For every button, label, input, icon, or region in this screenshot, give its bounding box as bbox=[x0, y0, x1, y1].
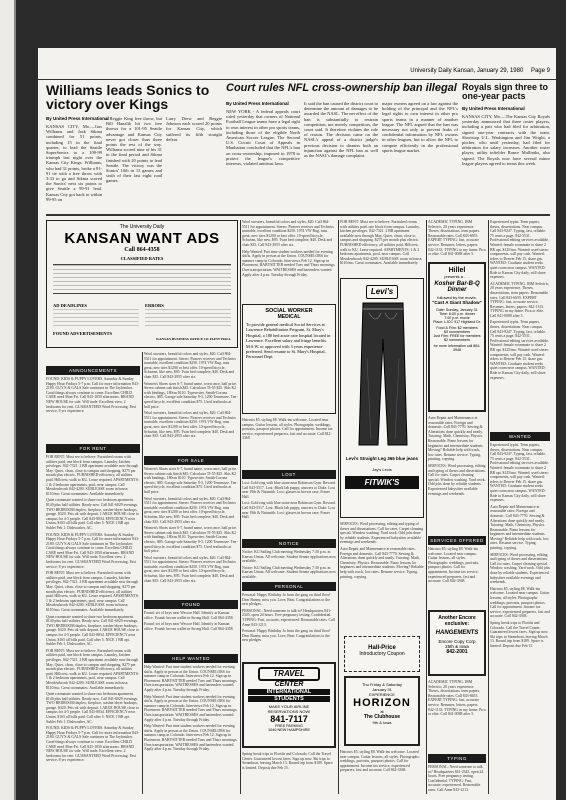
lost-found-title: FOUND ADVERTISEMENTS bbox=[53, 331, 112, 336]
travel-logo: TRAVEL bbox=[258, 667, 320, 681]
sonics-col3: Larry Drew and Reggie Johnson each scored 20 points for Kansas City, which suffered its fifth straight defeat. bbox=[166, 116, 222, 142]
jeans-illustration bbox=[341, 299, 424, 449]
encore-line2: exclusive: bbox=[444, 621, 470, 627]
horizon-line2: January 31 bbox=[372, 687, 392, 692]
errors-title: ERRORS bbox=[145, 303, 164, 308]
classified-text-h-top: Wool sweaters, beautiful colors and styles, $20. Call 864-5511 for appointment. Stereo: Pioneer receiver and Technics turntable, excellent condition $250. 1974 VW Bug, runs great, new tires $1200 or best offer. 10-speed bicycle, Schwinn, like new, $95. Twin bed complete, $40. Desk and chair $35. Call 843-2955 after six. Help Wanted: Part time student workers needed for evening shifts. Apply in person at the Union. COUNSELORS for summer camp in Colorado. Interviews Feb 12. Sign up in Placement. BABYSITTER needed Tues and Thurs mornings. Own transportation. WAITRESSES and bartenders wanted. Apply after 4 p.m. Tuesday through Friday. bbox=[242, 220, 336, 277]
encore-logo: HANGEMENTS bbox=[435, 630, 479, 636]
royals-text: KANSAS CITY, Mo.—The Kansas City Royals yesterday announced that three roster players, including a pair who had filed for arbitration, signed one-year contracts with the team. Shortstop U.L. Washington and Jim Wright, a pitcher, who until yesterday, had filed for arbitration for salary increases. Another roster player, utility infielder Rance Mulliniks, also signed. The Royals now have several minor league players agreed to terms this week. bbox=[462, 114, 550, 166]
social-worker-ad bbox=[242, 304, 336, 414]
horizon-address: 9th & Iowa bbox=[372, 720, 392, 725]
travel-students: STUDENTS bbox=[248, 696, 330, 702]
page-header bbox=[38, 68, 556, 80]
classified-text-i-top: Haircuts $5, styling $8. Walk-ins welcome. Located near campus. Guitar lessons, all styles. Photographs: weddings, portraits, passport photos. Call for appointment. Income tax service, experienced preparers, fast and accurate. Call 842-3368. bbox=[242, 418, 333, 441]
header-text: University Daily Kansan, January 29, 1980 bbox=[410, 68, 524, 74]
hillel-time2: 7:00 p.m. movie bbox=[444, 316, 470, 320]
social-worker-title: SOCIAL WORKER bbox=[265, 308, 313, 314]
travel-international: INTERNATIONAL bbox=[248, 689, 330, 695]
classified-text-p: Spring break trips to Florida and Colorado. Call the Travel Center. Guaranteed lowest fares. Sign up now. Ski trips to Steamboat, leaving March 13. Round trip from $189. Space is limited. Deposit due Feb 15. bbox=[242, 752, 333, 770]
classified-text-a: FOUND: KIDS & PUPPY LOVERS. Saturday & Sunday Happy Hour Fridays 5-7 p.m. Call for more information 843-2180. GUY'S & GALS Sale continues in The Jayhawker. Good things always continue to come. Excellent CHILD CARE need Mon-Fri. Call 843-1050 afternoons. BRAND NEW HOUSE for sale. Will trade. Excellent view. 2 bedrooms for rent. GUARANTEED Word Processing. Fast service, 8 yrs experience. bbox=[46, 377, 140, 414]
encore-address: 25th & Iowa bbox=[445, 644, 469, 649]
travel-parking: FREE PARKING bbox=[275, 724, 303, 728]
classified-text-top4: FOR RENT: Must see to believe. Furnished rooms with utilities paid, one block from campus. Laundry, kitchen privileges. 842-7321. 2 BR apartment available now through May. Quiet, clean, close to campus and shopping. $275 per month plus electric. FURNISHED efficiency, all utilities paid. Hillcrest, walk to KU. Lease required. APARTMENTS: 1 & 2 bedroom apartments, pool, near campus. Call Meadowbrook 842-4200. SUBLEASE room in house, $110/mo. Great roommates. Available immediately. bbox=[340, 220, 423, 266]
sonics-col1: KANSAS CITY, Mo.—Gus Williams and Jack Sikma combined for 51 points, including 15 in the final quarter, to lead the Seattle SuperSonics to a 109-99 triumph last night over the Kansas City Kings. Williams, who had 31 points, broke a 91-91 tie with a free throw with 3:33 to go and Sikma scored the Sonics' next six points to give Seattle a 99-91 lead. Kansas City got back to within 99-95 on bbox=[46, 124, 102, 202]
section-found: FOUND bbox=[144, 600, 238, 609]
section-announcements: ANNOUNCEMENTS bbox=[46, 366, 140, 375]
travel-phone: 841-7117 bbox=[270, 714, 308, 724]
travel-line2: RESERVATIONS NOW! bbox=[267, 709, 311, 714]
encore-name: Encore Copy Corp bbox=[438, 639, 476, 644]
classified-text-encore-below: ACADEMIC TYPING. IBM Selectric, 20 years experience. Theses, dissertations, term papers. Reasonable rates. Call 843-6655. EXPERT TYPING: fast, accurate service. Resumes, letters, papers. 842-1133. TYPING in my home. Pica or elite. Call 841-0088 after 5. bbox=[428, 680, 486, 717]
headline-sonics: Williams leads Sonics to victory over Kings bbox=[46, 82, 210, 113]
horizon-ad bbox=[344, 676, 420, 746]
classified-text-services: Haircuts $5, styling $8. Walk-ins welcome. Located near campus. Guitar lessons, all styles. Photographs: weddings, portraits, passport photos. Call for appointment. Income tax service, experienced preparers, fast and accurate. Call 842-3368. bbox=[428, 547, 480, 584]
horizon-line3: EXPERIENCE bbox=[369, 692, 395, 697]
classified-text-e: Women's Shoes sizes 6-7, brand name, worn once, half price. Stereo cabinet oak finish $45. Calculator TI-55 $25. Skis K2 with bindings, 180cm $110. Typewriter, Smith-Corona electric, $85. Garage sale Saturday 9-3, 1200 Tennessee. Ten-speed bicycle, excellent condition $75. Used textbooks at half price. Wool sweaters, beautiful colors and styles, $20. Call 864-5511 for appointment. Stereo: Pioneer receiver and Technics turntable, excellent condition $250. 1974 VW Bug, runs great, new tires $1200 or best offer. 10-speed bicycle, Schwinn, like new, $95. Twin bed complete, $40. Desk and chair $35. Call 843-2955 after six. Women's Shoes sizes 6-7, brand name, worn once, half price. Stereo cabinet oak finish $45. Calculator TI-55 $25. Skis K2 with bindings, 180cm $110. Typewriter, Smith-Corona electric, $85. Garage sale Saturday 9-3, 1200 Tennessee. Ten-speed bicycle, excellent condition $75. Used textbooks at half price. Wool sweaters, beautiful colors and styles, $20. Call 864-5511 for appointment. Stereo: Pioneer receiver and Technics turntable, excellent condition $250. 1974 VW Bug, runs great, new tires $1200 or best offer. 10-speed bicycle, Schwinn, like new, $95. Twin bed complete, $40. Desk and chair $35. Call 843-2955 after six. bbox=[144, 467, 238, 583]
classified-text-o: SERVICES: Word processing, editing and typing of theses and dissertations. Call for rates. Carpet cleaning special. Window washing. Yard work. Odd jobs done by reliable students. Experienced babysitter available evenings and weekends. Auto Repair and Maintenance at reasonable rates. Foreign and domestic. Call 843-7770. Sewing & Alterations done quickly and neatly. Tutoring: Math, Chemistry, Physics. Reasonable. Piano lessons for beginners and intermediate students. Moving? Reliable help with truck, low rates. Resume service. Typing, printing, copying. bbox=[340, 522, 424, 579]
hall-price-coupon bbox=[344, 636, 420, 672]
social-worker-body: To provide general medical Social Services at Lawrence Rehabilitation Program, St. Mary's Hospital, a 180 bed acute care hospital located in Lawrence. Excellent salary and fringe benefits. M.S.W. or approved with 3 years experience preferred. Send resume to St. Mary's Hospital, Personnel Dept. bbox=[246, 322, 331, 360]
section-services: SERVICES OFFERED bbox=[428, 536, 486, 545]
travel-center-word: CENTER bbox=[274, 681, 304, 688]
byline-royals: By United Press International bbox=[462, 106, 525, 111]
divider-rule bbox=[46, 214, 550, 216]
hillel-line1: followed by the movie, bbox=[437, 295, 477, 300]
column-rule bbox=[240, 220, 241, 794]
column-rule bbox=[426, 220, 427, 794]
sonics-col2: a Reggie King free throw, but Bill Hanzlik hit two free throws for a 101-95 Seattle advantage and Kansas City never got closer than three points the rest of the way. Williams scored nine of his 31 in the final period and Sikma finished with 20 points to lead Seattle. The victory was the Sonics' 10th in 13 games and sixth of their last eight road games. bbox=[106, 116, 162, 184]
classified-text-f: Found: set of keys near Wescoe Hall. Identify at Kansan office. Found: brown wallet in Strong Hall. Call 864-4358. Found: set of keys near Wescoe Hall. Identify at Kansan office. Found: brown wallet in Strong Hall. Call 864-4358. bbox=[144, 611, 234, 631]
rates-table bbox=[53, 264, 231, 294]
classified-text-top5: ACADEMIC TYPING. IBM Selectric, 20 years experience. Theses, dissertations, term papers. Reasonable rates. Call 843-6655. EXPERT TYPING: fast, accurate service. Resumes, letters, papers. 842-1133. TYPING in my home. Pica or elite. Call 841-0088 after 5. bbox=[428, 220, 486, 257]
levis-store: Jay's Levis bbox=[372, 467, 392, 472]
courts-col2: It said the ban caused the district court to determine the amount of damages to be awarded the NASL. The net effect of the ban is substantially to restrain competition, not merely competitors, the court said. It therefore violates the rule of reason. The decision came on the NASL's appeal of a district judge's previous decision to dismiss both an injunction against the NFL ban as well as the NASL's damage complaint. bbox=[304, 101, 378, 159]
travel-address: 1046 NEW HAMPSHIRE bbox=[268, 728, 310, 732]
want-ads-address: KANSAN BUSINESS OFFICE 111 FLINT HALL bbox=[156, 337, 231, 341]
levis-logo: Levi's bbox=[366, 285, 398, 299]
headline-courts: Court rules NFL cross-ownership ban illegal bbox=[226, 82, 457, 94]
section-for-sale: FOR SALE bbox=[144, 456, 238, 465]
classified-text-typing: PERSONAL: Need someone to talk to? Headquarters 841-2345, open 24 hours. Free pregnancy testing. Confidential. TYPING: Fast, accurate, experienced. Reasonable rates. Call Anne 843-1213. bbox=[428, 765, 484, 792]
classified-text-l: Experienced typist. Term papers, theses, dissertations. Near campus. Call 843-9247. Typing, fast, reliable. 75 cents a page. 842-5531. Professional editing services available. Wanted: female roommate to share 2 BR apt. $125/mo. Wanted: used stereo components, will pay cash. Wanted: riders to Denver Feb 15, share gas. WANTED: Graduate student seeks quiet room near campus. WANTED: Ride to Kansas City daily, will share expenses. ACADEMIC TYPING. IBM Selectric, 20 years experience. Theses, dissertations, term papers. Reasonable rates. Call 843-6655. EXPERT TYPING: fast, accurate service. Resumes, letters, papers. 842-1133. TYPING in my home. Pica or elite. Call 841-0088 after 5. Experienced typist. Term papers, theses, dissertations. Near campus. Call 843-9247. Typing, fast, reliable. 75 cents a page. 842-5531. Professional editing services available. Wanted: female roommate to share 2 BR apt. $125/mo. Wanted: used stereo components, will pay cash. Wanted: riders to Denver Feb 15, share gas. WANTED: Graduate student seeks quiet room near campus. WANTED: Ride to Kansas City daily, will share expenses. bbox=[490, 220, 550, 380]
section-lost: LOST bbox=[242, 470, 336, 479]
encore-phone: 842-2001 bbox=[446, 649, 468, 655]
social-worker-sub: MEDICAL bbox=[277, 314, 301, 320]
hall-price-title: Hall-Price bbox=[368, 645, 396, 651]
hillel-presents: presents a . . . bbox=[444, 274, 470, 279]
horizon-line1: Thu Friday & Saturday bbox=[361, 682, 403, 687]
hillel-food2: $3 nonmembers bbox=[444, 330, 470, 334]
horizon-at: at bbox=[380, 709, 384, 714]
travel-center-ad bbox=[242, 662, 336, 748]
encore-ad bbox=[428, 610, 486, 676]
classified-text-g: Help Wanted: Part time student workers needed for evening shifts. Apply in person at the Union. COUNSELORS for summer camp in Colorado. Interviews Feb 12. Sign up in Placement. BABYSITTER needed Tues and Thurs mornings. Own transportation. WAITRESSES and bartenders wanted. Apply after 4 p.m. Tuesday through Friday. Help Wanted: Part time student workers needed for evening shifts. Apply in person at the Union. COUNSELORS for summer camp in Colorado. Interviews Feb 12. Sign up in Placement. BABYSITTER needed Tues and Thurs mornings. Own transportation. WAITRESSES and bartenders wanted. Apply after 4 p.m. Tuesday through Friday. Help Wanted: Part time student workers needed for evening shifts. Apply in person at the Union. COUNSELORS for summer camp in Colorado. Interviews Feb 12. Sign up in Placement. BABYSITTER needed Tues and Thurs mornings. Own transportation. WAITRESSES and bartenders wanted. Apply after 4 p.m. Tuesday through Friday. bbox=[144, 665, 238, 752]
section-notice: NOTICE bbox=[242, 539, 336, 548]
classified-text-h: Lost: Gold ring with blue stone near Robinson Gym. Reward. Call 843-5517. Lost: Black lab puppy, answers to Duke. Lost near 19th & Naismith. Lost: glasses in brown case, Fraser Hall. Lost: Gold ring with blue stone near Robinson Gym. Reward. Call 843-5517. Lost: Black lab puppy, answers to Duke. Lost near 19th & Naismith. Lost: glasses in brown case, Fraser Hall. bbox=[242, 481, 336, 520]
hillel-event: Kosher Bar-B-Q Dinner bbox=[434, 281, 480, 293]
hillel-film1: Just Film: FREE for members bbox=[433, 334, 481, 338]
section-help-wanted: HELP WANTED bbox=[144, 654, 238, 663]
deadlines-title: AD DEADLINES bbox=[53, 303, 87, 308]
deadlines-lines bbox=[53, 309, 139, 329]
levis-caption: Levi's Straight Leg 365 blue jeans bbox=[345, 456, 419, 461]
fitwiks-logo: FITWIK'S bbox=[345, 476, 419, 489]
errors-lines bbox=[145, 309, 231, 329]
column-rule bbox=[142, 352, 143, 794]
hillel-name: Hillel bbox=[448, 267, 466, 274]
courts-col1: NEW YORK - A federal appeals court ruled yesterday that owners of National Football League teams have a legal right to own interest in other pro sports teams, including those of the eligible North American Soccer League. The Second U.S. Circuit Court of Appeals in Manhattan concluded that the NFL's ban on cross-ownership, imposed in 1978 to protect the league's competitive interests, violated antitrust laws. bbox=[226, 109, 300, 167]
section-personal: PERSONAL bbox=[242, 582, 336, 591]
binder-spine bbox=[0, 0, 16, 800]
classified-text-i: Notice: KU Sailing Club meeting Wednesday 7:30 p.m. in Kansas Union. All welcome. Student Senate applications now available. Notice: KU Sailing Club meeting Wednesday 7:30 p.m. in Kansas Union. All welcome. Student Senate applications now available. bbox=[242, 550, 336, 579]
encore-line1: Another Encore bbox=[438, 615, 476, 621]
section-for-rent: FOR RENT bbox=[46, 444, 140, 453]
want-ads-phone: Call 864-4358 bbox=[124, 247, 160, 253]
column-rule bbox=[488, 220, 489, 794]
want-ads-title: KANSAN WANT ADS bbox=[64, 230, 220, 247]
classified-text-j: Personal: Happy Birthday Jo from the gang on third floor! Dear Bunny, miss you. Love, Bear. Congratulations to the new pledges. PERSONAL: Need someone to talk to? Headquarters 841-2345, open 24 hours. Free pregnancy testing. Confidential. TYPING: Fast, accurate, experienced. Reasonable rates. Call Anne 843-1213. Personal: Happy Birthday Jo from the gang on third floor! Dear Bunny, miss you. Love, Bear. Congratulations to the new pledges. bbox=[242, 593, 335, 643]
hillel-food1: Food & Film: $2 members bbox=[436, 326, 478, 330]
rates-title: CLASSIFIED RATES bbox=[120, 256, 164, 261]
section-wanted: WANTED bbox=[490, 432, 550, 441]
newspaper-page bbox=[38, 48, 556, 800]
horizon-name: HORIZON bbox=[353, 697, 411, 709]
want-ads-small: The University Daily bbox=[119, 224, 165, 230]
courts-col3: major owners agreed on a law against the holding of the principal and the NFL's legal rights to own interest in other pro sports teams in a manner of another league. The NFL argued that the ban was necessary not only to prevent leaks of confidential information by NFL owners in other leagues, but to allow the NFL to compete efficiently in the professional sports league market. bbox=[382, 101, 458, 153]
section-typing: TYPING bbox=[428, 754, 486, 763]
byline-sonics: By United Press International bbox=[46, 116, 109, 121]
travel-line1: MAKE YOUR AIRLINE bbox=[268, 704, 310, 709]
headline-royals: Royals sign three to one-year pacts bbox=[462, 82, 549, 102]
hillel-place: Place: LJCC 917 Highland Dr. bbox=[433, 320, 481, 324]
horizon-place: The Clubhouse bbox=[363, 714, 401, 720]
classified-text-d: Wool sweaters, beautiful colors and styles, $20. Call 864-5511 for appointment. Stereo: Pioneer receiver and Technics turntable, excellent condition $250. 1974 VW Bug, runs great, new tires $1200 or best offer. 10-speed bicycle, Schwinn, like new, $95. Twin bed complete, $40. Desk and chair $35. Call 843-2955 after six. Women's Shoes sizes 6-7, brand name, worn once, half price. Stereo cabinet oak finish $45. Calculator TI-55 $25. Skis K2 with bindings, 180cm $110. Typewriter, Smith-Corona electric, $85. Garage sale Saturday 9-3, 1200 Tennessee. Ten-speed bicycle, excellent condition $75. Used textbooks at half price. Wool sweaters, beautiful colors and styles, $20. Call 864-5511 for appointment. Stereo: Pioneer receiver and Technics turntable, excellent condition $250. 1974 VW Bug, runs great, new tires $1200 or best offer. 10-speed bicycle, Schwinn, like new, $95. Twin bed complete, $40. Desk and chair $35. Call 843-2955 after six. bbox=[144, 352, 238, 439]
levis-ad bbox=[340, 278, 424, 518]
hillel-time1: Time: 6:00 p.m. dinner bbox=[439, 312, 475, 316]
hillel-ad bbox=[428, 262, 486, 412]
hillel-date: Date: Sunday, January 31 bbox=[436, 308, 478, 312]
page-number: Page 9 bbox=[530, 68, 550, 74]
hillel-info: for more information call 864-3948 bbox=[433, 344, 481, 352]
want-ads-box bbox=[46, 220, 238, 348]
classified-text-b: FOR RENT: Must see to believe. Furnished rooms with utilities paid, one block from campus. Laundry, kitchen privileges. 842-7321. 2 BR apartment available now through May. Quiet, clean, close to campus and shopping. $275 per month plus electric. FURNISHED efficiency, all utilities paid. Hillcrest, walk to KU. Lease required. APARTMENTS: 1 & 2 bedroom apartments, pool, near campus. Call Meadowbrook 842-4200. SUBLEASE room in house, $110/mo. Great roommates. Available immediately. Quiet roommate wanted to share two bedroom apartment. $140 plus half utilities. Ready now. Call 841-6029 evenings. TWO BEDROOM duplex, fireplace, washer/dryer hookups, garage. $320. Pets ok with deposit. LARGE HOUSE close to campus for 4-5 people. Call 843-8834. EFFICIENCY near Union, $165 all bills paid. Call after 5. NICE 1 BR apt. Sublet Feb 1. Dishwasher, AC. FOUND: KIDS & PUPPY LOVERS. Saturday & Sunday Happy Hour Fridays 5-7 p.m. Call for more information 843-2180. GUY'S & GALS Sale continues in The Jayhawker. Good things always continue to come. Excellent CHILD CARE need Mon-Fri. Call 843-1050 afternoons. BRAND NEW HOUSE for sale. Will trade. Excellent view. 2 bedrooms for rent. GUARANTEED Word Processing. Fast service, 8 yrs experience. FOR RENT: Must see to believe. Furnished rooms with utilities paid, one block from campus. Laundry, kitchen privileges. 842-7321. 2 BR apartment available now through May. Quiet, clean, close to campus and shopping. $275 per month plus electric. FURNISHED efficiency, all utilities paid. Hillcrest, walk to KU. Lease required. APARTMENTS: 1 & 2 bedroom apartments, pool, near campus. Call Meadowbrook 842-4200. SUBLEASE room in house, $110/mo. Great roommates. Available immediately. Quiet roommate wanted to share two bedroom apartment. $140 plus half utilities. Ready now. Call 841-6029 evenings. TWO BEDROOM duplex, fireplace, washer/dryer hookups, garage. $320. Pets ok with deposit. LARGE HOUSE close to campus for 4-5 people. Call 843-8834. EFFICIENCY near Union, $165 all bills paid. Call after 5. NICE 1 BR apt. Sublet Feb 1. Dishwasher, AC. FOR RENT: Must see to believe. Furnished rooms with utilities paid, one block from campus. Laundry, kitchen privileges. 842-7321. 2 BR apartment available now through May. Quiet, clean, close to campus and shopping. $275 per month plus electric. FURNISHED efficiency, all utilities paid. Hillcrest, walk to KU. Lease required. APARTMENTS: 1 & 2 bedroom apartments, pool, near campus. Call Meadowbrook 842-4200. SUBLEASE room in house, $110/mo. Great roommates. Available immediately. Quiet roommate wanted to share two bedroom apartment. $140 plus half utilities. Ready now. Call 841-6029 evenings. TWO BEDROOM duplex, fireplace, washer/dryer hookups, garage. $320. Pets ok with deposit. LARGE HOUSE close to campus for 4-5 people. Call 843-8834. EFFICIENCY near Union, $165 all bills paid. Call after 5. NICE 1 BR apt. Sublet Feb 1. Dishwasher, AC. FOUND: KIDS & PUPPY LOVERS. Saturday & Sunday Happy Hour Fridays 5-7 p.m. Call for more information 843-2180. GUY'S & GALS Sale continues in The Jayhawker. Good things always continue to come. Excellent CHILD CARE need Mon-Fri. Call 843-1050 afternoons. BRAND NEW HOUSE for sale. Will trade. Excellent view. 2 bedrooms for rent. GUARANTEED Word Processing. Fast service, 8 yrs experience. bbox=[46, 455, 140, 763]
classified-text-n: Haircuts $5, styling $8. Walk-ins welcome. Located near campus. Guitar lessons, all styles. Photographs: weddings, portraits, passport photos. Call for appointment. Income tax service, experienced preparers, fast and accurate. Call 842-3368. bbox=[340, 750, 420, 773]
hall-price-sub: Introductory Coupon bbox=[359, 651, 405, 657]
byline-courts: By United Press International bbox=[226, 101, 289, 106]
classified-text-m: Auto Repair and Maintenance at reasonable rates. Foreign and domestic. Call 843-7770. Sewing & Alterations done quickly and neatly. Tutoring: Math, Chemistry, Physics. Reasonable. Piano lessons for beginners and intermediate students. Moving? Reliable help with truck, low rates. Resume service. Typing, printing, copying. SERVICES: Word processing, editing and typing of theses and dissertations. Call for rates. Carpet cleaning special. Window washing. Yard work. Odd jobs done by reliable students. Experienced babysitter available evenings and weekends. bbox=[428, 416, 486, 496]
classified-text-wanted: Experienced typist. Term papers, theses, dissertations. Near campus. Call 843-9247. Typing, fast, reliable. 75 cents a page. 842-5531. Professional editing services available. Wanted: female roommate to share 2 BR apt. $125/mo. Wanted: used stereo components, will pay cash. Wanted: riders to Denver Feb 15, share gas. WANTED: Graduate student seeks quiet room near campus. WANTED: Ride to Kansas City daily, will share expenses. Auto Repair and Maintenance at reasonable rates. Foreign and domestic. Call 843-7770. Sewing & Alterations done quickly and neatly. Tutoring: Math, Chemistry, Physics. Reasonable. Piano lessons for beginners and intermediate students. Moving? Reliable help with truck, low rates. Resume service. Typing, printing, copying. SERVICES: Word processing, editing and typing of theses and dissertations. Call for rates. Carpet cleaning special. Window washing. Yard work. Odd jobs done by reliable students. Experienced babysitter available evenings and weekends. Haircuts $5, styling $8. Walk-ins welcome. Located near campus. Guitar lessons, all styles. Photographs: weddings, portraits, passport photos. Call for appointment. Income tax service, experienced preparers, fast and accurate. Call 842-3368. Spring break trips to Florida and Colorado. Call the Travel Center. Guaranteed lowest fares. Sign up now. Ski trips to Steamboat, leaving March 13. Round trip from $189. Space is limited. Deposit due Feb 15. bbox=[490, 443, 550, 648]
hillel-film2: $2 nonmembers bbox=[444, 338, 470, 342]
column-rule bbox=[338, 220, 339, 794]
hillel-movie: "Cast A Giant Shadow" bbox=[432, 300, 482, 305]
